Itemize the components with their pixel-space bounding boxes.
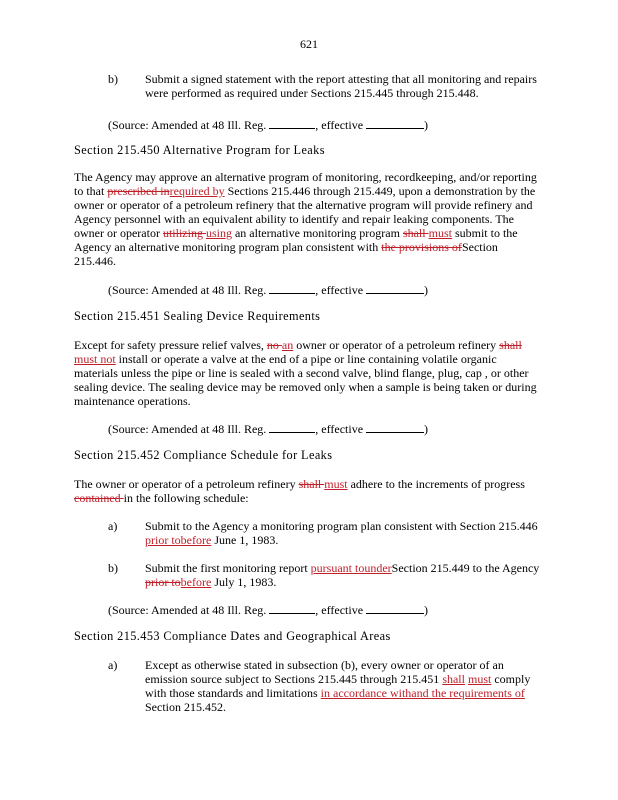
inserted-text: must not <box>74 352 116 366</box>
inserted-text: in accordance with <box>320 686 412 700</box>
text: Except as otherwise stated in subsection (b), every owner or operator of an emission source subject to Sections 215.445 through 215.451 <box>145 658 504 686</box>
item-label: a) <box>108 519 118 533</box>
source-suffix: ) <box>424 283 429 297</box>
text: Section 215.449 to the Agency <box>391 561 540 575</box>
text: install or operate a valve at the end of a pipe or line containing volatile organic materials unless the pipe or line is sealed with a second valve, blind flange, plug, cap , or other sealing device. The sealing device may be removed only when a sample is being taken or during maintenance operations. <box>74 352 537 408</box>
text: submit to the Agency an alternative monitoring program plan consistent with <box>74 226 518 254</box>
source-suffix: ) <box>424 422 429 436</box>
source-note <box>108 602 428 617</box>
deleted-text: shall <box>499 338 522 352</box>
text: comply with those standards and limitations <box>145 672 531 700</box>
deleted-text: utilizing <box>162 226 206 240</box>
text: Section 215.452. <box>145 700 226 714</box>
blank-field <box>366 421 424 433</box>
inserted-text: using <box>205 226 232 240</box>
source-suffix: ) <box>424 118 429 132</box>
inserted-text: an <box>281 338 294 352</box>
text: The owner or operator of a petroleum refinery <box>74 477 299 491</box>
deleted-text: prescribed in <box>107 184 170 198</box>
item-text <box>145 561 540 589</box>
text: owner or operator of a petroleum refinery <box>293 338 500 352</box>
source-prefix: (Source: Amended at 48 Ill. Reg. <box>108 603 270 617</box>
inserted-text: and the requirements of <box>411 686 525 700</box>
deleted-text: shall <box>402 226 429 240</box>
text: Section 215.446. <box>74 240 498 268</box>
source-note <box>108 421 428 436</box>
deleted-text: no <box>266 338 282 352</box>
page-number: 621 <box>300 37 318 51</box>
item-label: b) <box>108 72 118 86</box>
source-middle: , effective <box>315 422 367 436</box>
inserted-text: required by <box>169 184 225 198</box>
deleted-text: shall <box>298 477 325 491</box>
item-text <box>145 658 540 714</box>
inserted-text: must <box>324 477 348 491</box>
source-prefix: (Source: Amended at 48 Ill. Reg. <box>108 118 270 132</box>
section-heading: Section 215.452 Compliance Schedule for Leaks <box>74 448 333 462</box>
text: June 1, 1983. <box>211 533 279 547</box>
section-heading: Section 215.451 Sealing Device Requirements <box>74 309 321 323</box>
inserted-text: before <box>180 533 212 547</box>
blank-field <box>269 117 315 129</box>
section-heading: Section 215.453 Compliance Dates and Geographical Areas <box>74 629 391 643</box>
inserted-text: shall <box>442 672 465 686</box>
item-label: a) <box>108 658 118 672</box>
blank-field <box>366 117 424 129</box>
deleted-text: the provisions of <box>381 240 462 254</box>
section-heading: Section 215.450 Alternative Program for Leaks <box>74 143 325 157</box>
inserted-text: under <box>364 561 392 575</box>
source-prefix: (Source: Amended at 48 Ill. Reg. <box>108 283 270 297</box>
text: The Agency may approve an alternative program of monitoring, recordkeeping, and/or reporting to that <box>74 170 537 198</box>
source-suffix: ) <box>424 603 429 617</box>
source-note <box>108 117 428 132</box>
text: an alternative monitoring program <box>231 226 403 240</box>
item-text <box>145 519 540 547</box>
item-text: Submit a signed statement with the report attesting that all monitoring and repairs were performed as required under Sections 215.445 through 215.448. <box>145 72 537 100</box>
text: July 1, 1983. <box>211 575 277 589</box>
blank-field <box>269 421 315 433</box>
source-middle: , effective <box>315 603 367 617</box>
source-middle: , effective <box>315 118 367 132</box>
text: in the following schedule: <box>123 491 249 505</box>
blank-field <box>366 282 424 294</box>
source-prefix: (Source: Amended at 48 Ill. Reg. <box>108 422 270 436</box>
section-body <box>74 170 540 268</box>
inserted-text: pursuant to <box>310 561 365 575</box>
text: Submit the first monitoring report <box>145 561 311 575</box>
source-note <box>108 282 428 297</box>
blank-field <box>269 602 315 614</box>
deleted-text: prior to <box>145 575 181 589</box>
text: Except for safety pressure relief valves, <box>74 338 267 352</box>
text: Sections 215.446 through 215.449, upon a demonstration by the owner or operator of a petroleum refinery that the alternative program will provide refinery and Agency personnel with an equivalent ability to identify and repair leaking components. The owner or operator <box>74 184 536 240</box>
section-body <box>74 477 540 505</box>
text: Submit to the Agency a monitoring program plan consistent with Section 215.446 <box>145 519 538 533</box>
deleted-text: contained <box>74 491 124 505</box>
text: adhere to the increments of progress <box>347 477 525 491</box>
item-label: b) <box>108 561 118 575</box>
inserted-text: before <box>180 575 212 589</box>
blank-field <box>366 602 424 614</box>
inserted-text: prior to <box>145 533 181 547</box>
section-body <box>74 338 540 408</box>
blank-field <box>269 282 315 294</box>
source-middle: , effective <box>315 283 367 297</box>
inserted-text: must <box>428 226 452 240</box>
inserted-text: must <box>467 672 492 686</box>
